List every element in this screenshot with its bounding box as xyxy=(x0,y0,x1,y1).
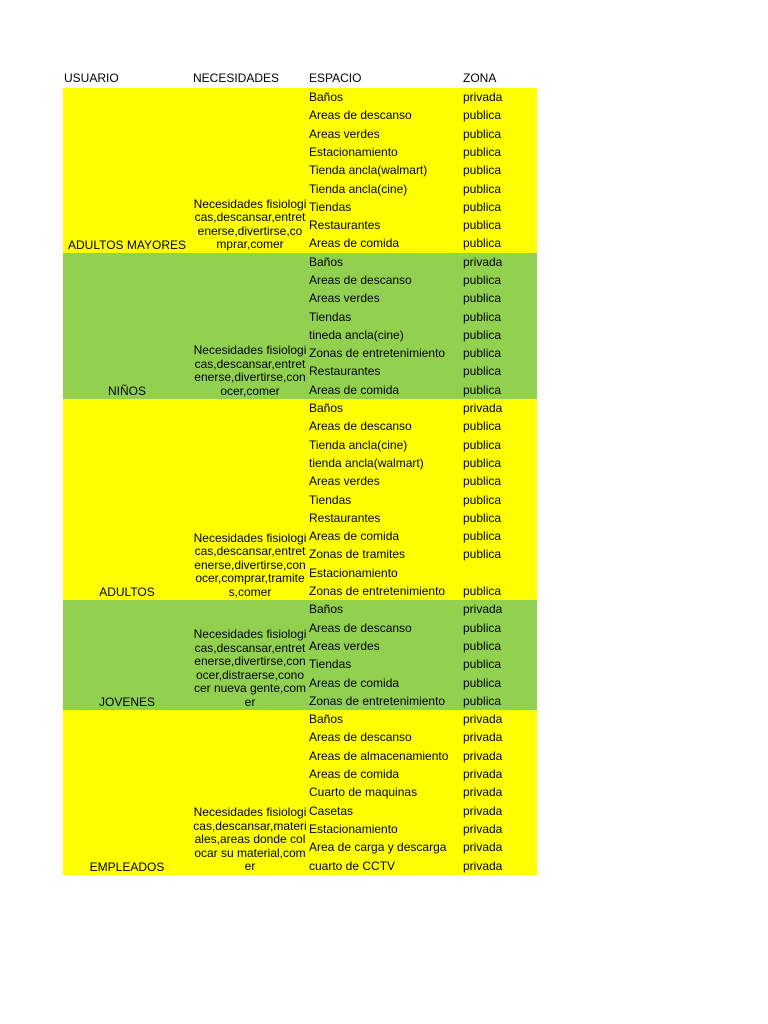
zona-cell: privada xyxy=(463,767,503,782)
espacio-cell: Areas de comida xyxy=(309,236,400,251)
espacio-cell: Areas verdes xyxy=(309,474,380,489)
zona-cell: privada xyxy=(463,90,503,104)
zona-cell: publica xyxy=(463,693,502,708)
header-zona: ZONA xyxy=(463,71,497,85)
espacio-cell: Areas de descanso xyxy=(309,272,412,287)
espacio-cell: Cuarto de maquinas xyxy=(309,785,418,800)
zona-cell: publica xyxy=(463,327,502,342)
zona-cell: privada xyxy=(463,840,503,855)
zona-cell: publica xyxy=(463,218,502,233)
zona-cell: publica xyxy=(463,547,502,562)
espacio-cell: Zonas de tramites xyxy=(309,547,406,562)
necesidades-cell: Necesidades fisiologicas,descansar,entretenerse,divertirse,conocer,comprar,tramites,comer xyxy=(193,530,307,599)
zona-cell: publica xyxy=(463,236,502,251)
espacio-cell: Areas de comida xyxy=(309,382,400,397)
zona-cell: publica xyxy=(463,144,502,159)
zona-cell: privada xyxy=(463,785,503,800)
espacio-cell: Estacionamiento xyxy=(309,565,398,580)
user-group-block xyxy=(63,399,537,600)
user-group-block xyxy=(63,600,537,710)
espacio-cell: Areas de comida xyxy=(309,675,400,690)
espacio-cell: Zonas de entretenimiento xyxy=(309,584,446,599)
espacio-cell: Areas de descanso xyxy=(309,620,412,635)
zona-cell: publica xyxy=(463,346,502,361)
espacio-cell: Baños xyxy=(309,90,344,104)
zona-cell: publica xyxy=(463,510,502,525)
espacio-cell: Zonas de entretenimiento xyxy=(309,346,446,361)
espacio-cell: Areas de descanso xyxy=(309,730,412,745)
user-group-block xyxy=(63,710,537,875)
zona-cell: privada xyxy=(463,730,503,745)
zona-cell: privada xyxy=(463,858,503,873)
zona-cell: publica xyxy=(463,291,502,306)
zona-cell: publica xyxy=(463,382,502,397)
zona-cell: privada xyxy=(463,712,503,727)
espacio-cell: Tiendas xyxy=(309,309,352,324)
espacio-cell: Restaurantes xyxy=(309,510,381,525)
espacio-cell: Areas de descanso xyxy=(309,419,412,434)
header-espacio: ESPACIO xyxy=(309,71,362,85)
header-usuario: USUARIO xyxy=(64,71,119,85)
usuario-cell: JOVENES xyxy=(98,695,155,710)
espacio-cell: tienda ancla(walmart) xyxy=(309,455,424,470)
espacio-cell: Tiendas xyxy=(309,199,352,214)
zona-cell: privada xyxy=(463,401,503,416)
zona-cell: publica xyxy=(463,181,502,196)
user-group-block xyxy=(63,253,537,399)
espacio-cell: Tienda ancla(cine) xyxy=(309,437,408,452)
espacio-cell: Areas de comida xyxy=(309,767,400,782)
espacio-cell: Tienda ancla(cine) xyxy=(309,181,408,196)
espacio-cell: Areas verdes xyxy=(309,291,380,306)
zona-cell: publica xyxy=(463,437,502,452)
usuario-cell: NIÑOS xyxy=(107,384,146,399)
zona-cell: privada xyxy=(463,803,503,818)
espacio-cell: Restaurantes xyxy=(309,364,381,379)
zona-cell: publica xyxy=(463,126,502,141)
zona-cell: publica xyxy=(463,108,502,123)
header-necesidades: NECESIDADES xyxy=(193,71,280,85)
user-group-block xyxy=(63,88,537,253)
espacio-cell: Areas de descanso xyxy=(309,108,412,123)
zona-cell: publica xyxy=(463,163,502,178)
espacio-cell: Baños xyxy=(309,712,344,727)
espacio-cell: Estacionamiento xyxy=(309,144,398,159)
zona-cell: publica xyxy=(463,620,502,635)
espacio-cell: Baños xyxy=(309,401,344,416)
zona-cell: publica xyxy=(463,474,502,489)
espacio-cell: Baños xyxy=(309,254,344,269)
espacio-cell: Restaurantes xyxy=(309,218,381,233)
zona-cell: privada xyxy=(463,602,503,617)
zona-cell: publica xyxy=(463,638,502,653)
zona-cell: privada xyxy=(463,748,503,763)
zona-cell: privada xyxy=(463,821,503,836)
espacio-cell: Areas verdes xyxy=(309,126,380,141)
espacio-cell: tineda ancla(cine) xyxy=(309,327,404,342)
zona-cell: publica xyxy=(463,657,502,672)
zona-cell: publica xyxy=(463,364,502,379)
usuario-cell: ADULTOS xyxy=(99,585,155,600)
espacio-cell: Area de carga y descarga xyxy=(309,840,447,855)
zona-cell: publica xyxy=(463,584,502,599)
zona-cell: publica xyxy=(463,419,502,434)
espacio-cell: Areas de comida xyxy=(309,529,400,544)
espacio-cell: Estacionamiento xyxy=(309,821,398,836)
espacio-cell: cuarto de CCTV xyxy=(309,858,396,873)
espacio-cell: Baños xyxy=(309,602,344,617)
espacio-cell: Casetas xyxy=(309,803,354,818)
espacio-cell: Areas de almacenamiento xyxy=(309,748,449,763)
necesidades-cell: Necesidades fisiologicas,descansar,entretenerse,divertirse,conocer,comer xyxy=(193,343,307,398)
espacio-cell: Tienda ancla(walmart) xyxy=(309,163,428,178)
necesidades-cell: Necesidades fisiologicas,descansar,entretenerse,divertirse,conocer,distraerse,conocer nueva gente,comer xyxy=(193,627,307,709)
zona-cell: publica xyxy=(463,492,502,507)
espacio-cell: Tiendas xyxy=(309,492,352,507)
zona-cell: publica xyxy=(463,529,502,544)
zona-cell: publica xyxy=(463,199,502,214)
zona-cell: publica xyxy=(463,455,502,470)
necesidades-cell: Necesidades fisiologicas,descansar,entretenerse,divertirse,comprar,comer xyxy=(193,196,307,252)
zona-cell: publica xyxy=(463,675,502,690)
zona-cell: publica xyxy=(463,309,502,324)
usuario-cell: EMPLEADOS xyxy=(89,859,165,874)
espacio-cell: Tiendas xyxy=(309,657,352,672)
necesidades-cell: Necesidades fisiologicas,descansar,materiales,areas donde colocar su material,comer xyxy=(193,805,307,874)
espacio-cell: Areas verdes xyxy=(309,638,380,653)
zona-cell: privada xyxy=(463,254,503,269)
espacio-cell: Zonas de entretenimiento xyxy=(309,693,446,708)
zona-cell: publica xyxy=(463,272,502,287)
usuario-cell: ADULTOS MAYORES xyxy=(67,237,187,252)
